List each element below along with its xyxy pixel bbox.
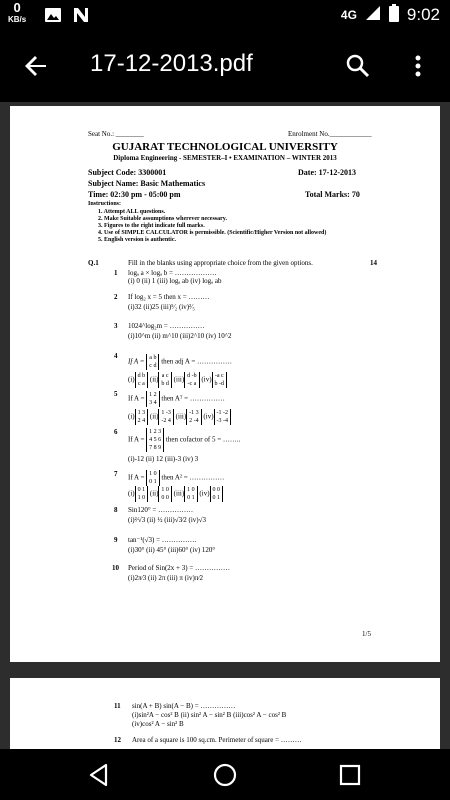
question-options: (i)30° (ii) 45° (iii)60° (iv) 120° [128, 546, 216, 554]
total-marks: Total Marks: 70 [305, 190, 360, 199]
enrolment-no: Enrolment No.____________ [288, 130, 372, 138]
pdf-page-1 [10, 106, 440, 662]
question-options: (i)2π⁄3 (ii) 2π (iii) π (iv)π⁄2 [128, 574, 203, 582]
question-text: sin(A + B) sin(A − B) = …………… [132, 702, 236, 710]
question-number: 1 [114, 269, 118, 277]
question-options: (i)-12 (ii) 12 (iii)-3 (iv) 3 [128, 455, 199, 463]
network-speed [8, 2, 26, 25]
question-text: If A = 1 2 3 4 then Aᵀ = …………… [128, 392, 225, 406]
speed-unit: KB/s [8, 15, 27, 24]
n-notification-icon [72, 7, 90, 28]
matrix: a c b d [158, 372, 172, 388]
question-text: If A = 1 0 0 1 then A² = …………… [128, 471, 225, 485]
subject-name: Subject Name: Basic Mathematics [88, 179, 206, 188]
home-circle-icon[interactable] [211, 761, 239, 789]
question-number: 5 [114, 390, 118, 398]
image-icon [44, 7, 62, 28]
matrix: 1 0 0 1 [184, 486, 198, 502]
instruction-item: 4. Use of SIMPLE CALCULATOR is permissible. (Scientific/Higher Version not allowed) [98, 230, 327, 236]
matrix: d b c a [135, 372, 149, 388]
question-options: (iv)cos² A − sin² B [132, 720, 184, 728]
question-text: If log₂ x = 5 then x = ……… [128, 293, 210, 301]
speed-value: 0 [13, 0, 21, 15]
search-icon[interactable] [342, 50, 374, 82]
question-text: logₐ a × logₐ b = ……………… [128, 269, 217, 277]
question-number: 6 [114, 428, 118, 436]
matrix: -1 3 2 -4 [186, 409, 202, 425]
question-text: Area of a square is 100 sq.cm. Perimeter of square = ……… [132, 736, 302, 744]
question-number: 3 [114, 322, 118, 330]
pdf-page-2 [10, 678, 440, 749]
pdf-viewer[interactable] [0, 102, 450, 749]
recents-square-icon[interactable] [336, 761, 364, 789]
matrix: 1 -3 -2 4 [158, 409, 174, 425]
matrix: a b c d [146, 354, 159, 370]
question-text: If A = 1 2 3 4 5 6 7 8 9 then cofactor of 5 = …….. [128, 429, 241, 451]
instruction-item: 5. English version is authentic. [98, 237, 177, 243]
q1-text: Fill in the blanks using appropriate choice from the given options. [128, 259, 313, 267]
arrow-left-icon[interactable] [20, 50, 52, 82]
exam-line: Diploma Engineering - SEMESTER–I • EXAMINATION – WINTER 2013 [113, 154, 337, 162]
seat-no: Seat No.: ________ [88, 130, 144, 138]
exam-date: Date: 17-12-2013 [298, 168, 356, 177]
question-options: (i) 0 (ii) 1 (iii) logₐ ab (iv) logₐ ab [128, 277, 222, 285]
question-text: If A = a b c d then adj A = …………… [128, 355, 233, 369]
exam-time: Time: 02:30 pm - 05:00 pm [88, 190, 181, 199]
question-options: (i)sin²A − cos² B (ii) sin² A − sin² B (iii)cos² A − cos² B [132, 711, 287, 719]
question-text: Sin120° = …………… [128, 506, 194, 514]
university-name: GUJARAT TECHNOLOGICAL UNIVERSITY [112, 141, 338, 153]
matrix: 1 2 3 4 5 6 7 8 9 [146, 428, 164, 452]
matrix: -a c b -d [212, 372, 228, 388]
question-text: tan⁻¹(√3) = …………… [128, 536, 197, 544]
question-options: (i) 0 1 1 0 (ii) 1 0 0 0 (iii) 1 0 0 1 (iv) 0 0 0 1 [128, 486, 223, 502]
question-options: (i)32 (ii)25 (iii)⁵⁄₂ (iv)²⁄₅ [128, 303, 195, 311]
page-number: 1/5 [362, 630, 371, 638]
question-number: 4 [114, 352, 118, 360]
question-number: 2 [114, 293, 118, 301]
q1-marks: 14 [370, 259, 377, 267]
question-text: 1024^log₂m = …………… [128, 322, 205, 330]
navigation-bar [0, 749, 450, 800]
subject-code: Subject Code: 3300001 [88, 168, 167, 177]
question-number: 9 [114, 536, 118, 544]
status-bar [0, 0, 450, 30]
matrix: -1 -2 -3 -4 [214, 409, 232, 425]
question-number: 7 [114, 470, 118, 478]
matrix: 1 2 3 4 [146, 391, 160, 407]
q1-label: Q.1 [88, 259, 99, 267]
back-triangle-icon[interactable] [86, 761, 114, 789]
battery-icon [389, 4, 399, 27]
matrix: 1 0 0 0 [158, 486, 172, 502]
instruction-item: 1. Attempt ALL questions. [98, 209, 166, 215]
app-toolbar [0, 30, 450, 102]
question-options: (i)²⁄√3 (ii) ½ (iii)√3⁄2 (iv)√3 [128, 516, 206, 524]
question-text: Period of Sin(2x + 3) = …………… [128, 564, 231, 572]
question-options: (i)10^m (ii) m^10 (iii)2^10 (iv) 10^2 [128, 332, 232, 340]
question-number: 8 [114, 506, 118, 514]
signal-icon [365, 5, 381, 26]
question-number: 12 [114, 736, 121, 744]
question-number: 11 [114, 702, 121, 710]
clock: 9:02 [406, 5, 440, 24]
instruction-item: 2. Make Suitable assumptions wherever necessary. [98, 216, 227, 222]
matrix: 1 0 0 1 [146, 470, 160, 486]
network-type: 4G [340, 8, 357, 22]
matrix: 0 1 1 0 [135, 486, 149, 502]
matrix: d -b -c a [184, 372, 200, 388]
matrix: 1 3 2 4 [135, 409, 149, 425]
instruction-item: 3. Figures to the right indicate full marks. [98, 223, 205, 229]
matrix: 0 0 0 1 [210, 486, 224, 502]
question-number: 10 [112, 564, 119, 572]
question-options: (i) d b c a (ii) a c b d (iii) d -b -c a (iv) -a c b -d [128, 372, 227, 388]
instructions-title: Instructions: [88, 201, 122, 207]
document-title: 17-12-2013.pdf [90, 50, 253, 77]
more-vertical-icon[interactable] [406, 50, 430, 82]
question-options: (i) 1 3 2 4 (ii) 1 -3 -2 4 (iii) -1 3 2 -4 (iv) -1 -2 -3 -4 [128, 409, 231, 425]
